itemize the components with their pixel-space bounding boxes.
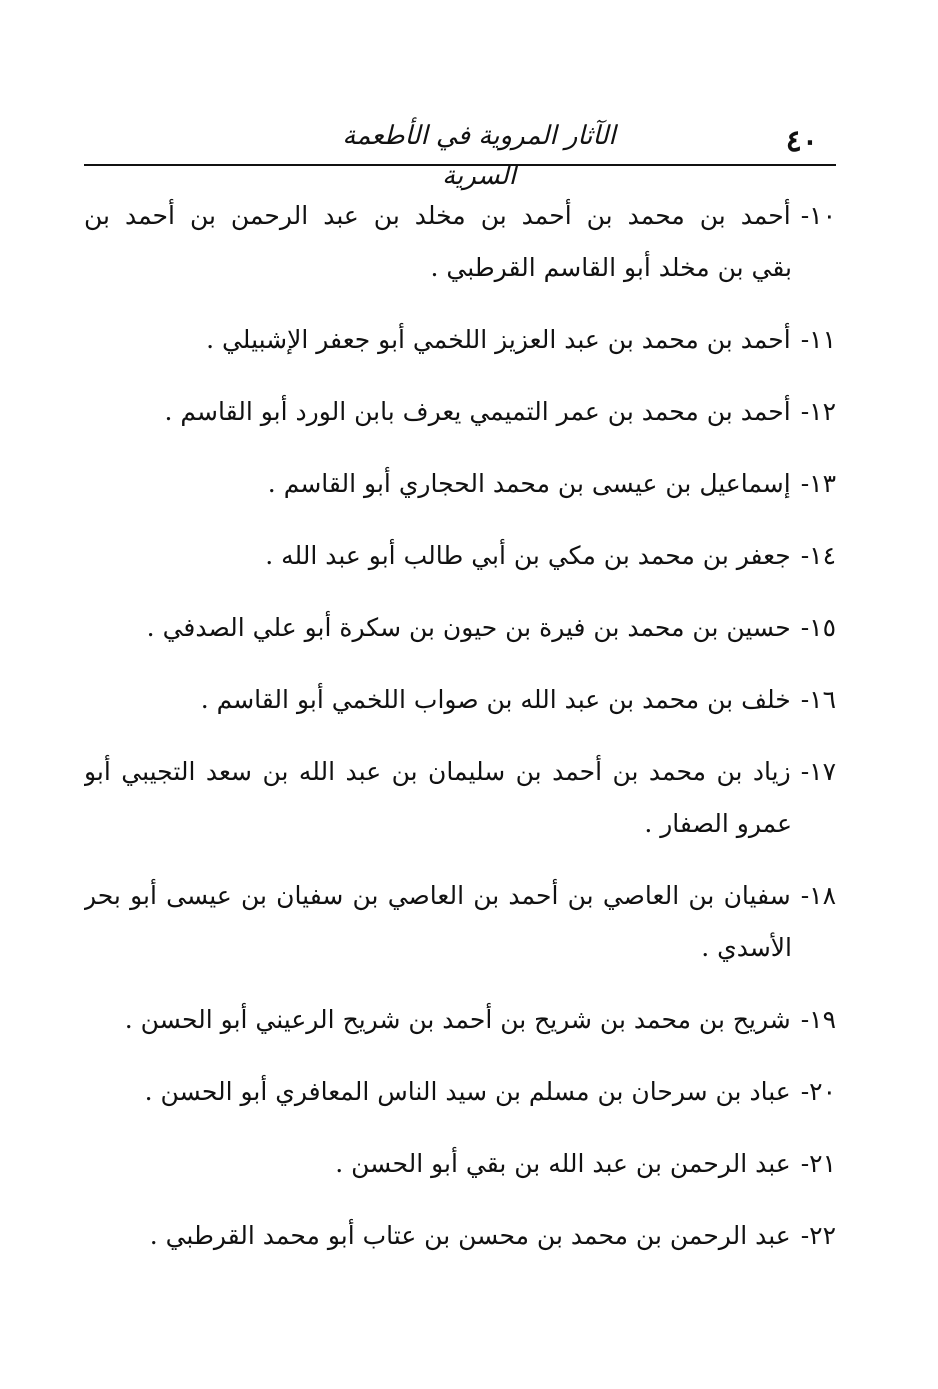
list-item	[84, 602, 836, 654]
entry-line	[84, 602, 836, 654]
entry-number: ١٦-	[800, 685, 836, 714]
list-item	[84, 1210, 836, 1262]
entry-text: أحمد بن محمد بن أحمد بن مخلد بن عبد الرحمن بن أحمد بن	[84, 201, 791, 230]
entry-text: شريح بن محمد بن شريح بن أحمد بن شريح الرعيني أبو الحسن .	[124, 1005, 791, 1034]
entry-text: جعفر بن محمد بن مكي بن أبي طالب أبو عبد الله .	[265, 541, 791, 570]
list-item	[84, 314, 836, 366]
entry-number: ١٧-	[800, 757, 836, 786]
entry-number: ١٢-	[800, 397, 836, 426]
entry-continuation: الأسدي .	[701, 933, 792, 962]
entry-number: ١٤-	[800, 541, 836, 570]
entry-continuation: بقي بن مخلد أبو القاسم القرطبي .	[430, 253, 792, 282]
list-item	[84, 1138, 836, 1190]
entry-number: ١٠-	[800, 201, 836, 230]
entry-number: ١٩-	[800, 1005, 836, 1034]
entry-text: أحمد بن محمد بن عمر التميمي يعرف بابن الورد أبو القاسم .	[164, 397, 791, 426]
entry-number: ١٥-	[800, 613, 836, 642]
header-rule	[84, 164, 836, 166]
entry-line	[84, 1210, 836, 1262]
entry-number: ٢٢-	[800, 1221, 836, 1250]
entry-line	[84, 746, 836, 798]
entry-text: عبد الرحمن بن محمد بن محسن بن عتاب أبو محمد القرطبي .	[149, 1221, 791, 1250]
entry-text: عبد الرحمن بن عبد الله بن بقي أبو الحسن .	[335, 1149, 791, 1178]
entry-continuation: عمرو الصفار .	[644, 809, 792, 838]
entry-text: إسماعيل بن عيسى بن محمد الحجاري أبو القاسم .	[267, 469, 791, 498]
entry-line	[84, 870, 836, 922]
entry-line	[84, 314, 836, 366]
entry-text: حسين بن محمد بن فيرة بن حيون بن سكرة أبو علي الصدفي .	[146, 613, 791, 642]
entry-text: عباد بن سرحان بن مسلم بن سيد الناس المعافري أبو الحسن .	[144, 1077, 791, 1106]
entry-text: أحمد بن محمد بن عبد العزيز اللخمي أبو جعفر الإشبيلي .	[206, 325, 791, 354]
list-item	[84, 994, 836, 1046]
list-item	[84, 674, 836, 726]
entry-line	[84, 1138, 836, 1190]
list-item	[84, 190, 836, 294]
list-item	[84, 870, 836, 974]
entry-number: ١١-	[800, 325, 836, 354]
entry-line	[84, 674, 836, 726]
entry-line	[84, 994, 836, 1046]
entry-text: زياد بن محمد بن أحمد بن سليمان بن عبد الله بن سعد التجيبي أبو	[84, 757, 791, 786]
list-item	[84, 386, 836, 438]
entry-list	[84, 190, 836, 1282]
entry-line	[84, 458, 836, 510]
entry-number: ٢٠-	[800, 1077, 836, 1106]
page-header	[84, 110, 836, 191]
list-item	[84, 530, 836, 582]
entry-number: ١٨-	[800, 881, 836, 910]
entry-line	[84, 1066, 836, 1118]
entry-line	[84, 530, 836, 582]
entry-line	[84, 190, 836, 242]
entry-number: ١٣-	[800, 469, 836, 498]
entry-line	[84, 386, 836, 438]
page-number: ٤٠	[785, 124, 818, 159]
list-item	[84, 746, 836, 850]
list-item	[84, 1066, 836, 1118]
list-item	[84, 458, 836, 510]
entry-text: خلف بن محمد بن عبد الله بن صواب اللخمي أبو القاسم .	[200, 685, 791, 714]
running-title: الآثار المروية في الأطعمة السرية	[342, 121, 616, 191]
entry-number: ٢١-	[800, 1149, 836, 1178]
entry-text: سفيان بن العاصي بن أحمد بن العاصي بن سفيان بن عيسى أبو بحر	[84, 881, 791, 910]
